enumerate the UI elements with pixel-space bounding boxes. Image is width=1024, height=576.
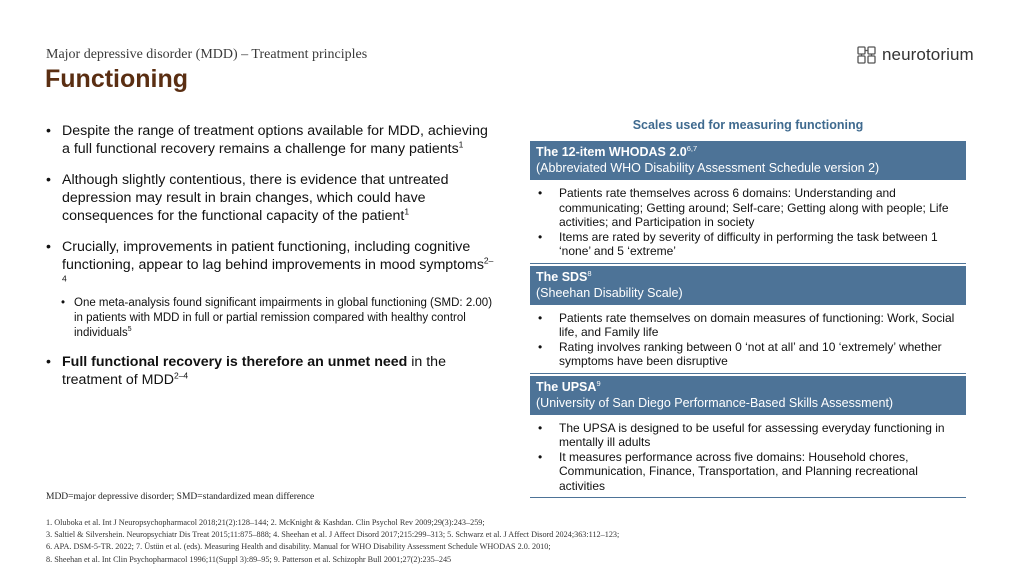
bullet-unmet-need: • Full functional recovery is therefore an unmet need in the treatment of MDD$^{2-4}$ (46, 353, 496, 389)
list-item: • Patients rate themselves on domain measures of functioning: Work, Social life, and Family life (536, 311, 960, 340)
abbreviations: MDD=major depressive disorder; SMD=standardized mean difference (46, 492, 315, 502)
scale-body-upsa (530, 415, 966, 499)
brain-grid-icon (856, 44, 878, 66)
scale-body-sds (530, 305, 966, 374)
scale-header-sds: The SDS$^8$ (Sheehan Disability Scale) (530, 266, 966, 305)
reference-line: 8. Sheehan et al. Int Clin Psychopharmacol 1996;11(Suppl 3):89–95; 9. Patterson et al. Schizophr Bull 2001;27(2):235–245 (46, 554, 452, 564)
scales-title: Scales used for measuring functioning (632, 118, 864, 132)
scale-body-whodas (530, 180, 966, 264)
scale-header-upsa: The UPSA$^9$ (University of San Diego Performance-Based Skills Assessment) (530, 376, 966, 415)
list-item: • The UPSA is designed to be useful for assessing everyday functioning in mentally ill adults (536, 421, 960, 450)
bullet-recovery-challenge: • Despite the range of treatment options available for MDD, achieving a full functional recovery remains a challenge for many patients$^1$ (46, 122, 496, 158)
reference-line: 3. Saltiel & Silvershein. Neuropsychiatr Dis Treat 2015;11:875–888; 4. Sheehan et al. J Affect Disord 2017;215:299–313; 5. Schwarz et al. J Affect Disord 2024;363:112–123; (46, 530, 620, 540)
scale-header-whodas: The 12-item WHODAS 2.0$^{6,7}$ (Abbreviated WHO Disability Assessment Schedule version 2) (530, 141, 966, 180)
slide-title: Functioning (45, 65, 189, 93)
sub-bullet-meta-analysis: • One meta-analysis found significant impairments in global functioning (SMD: 2.00) in patients with MDD in full or partial remission compared with healthy control individuals$^5$ (46, 296, 496, 341)
bullet-functioning-lag: • Crucially, improvements in patient functioning, including cognitive functioning, appear to lag behind improvements in mood symptoms$^{2-4}$ (46, 238, 496, 292)
neurotorium-logo[interactable] (856, 44, 974, 66)
list-item: • Rating involves ranking between 0 ‘not at all’ and 10 ‘extremely’ whether symptoms have been disruptive (536, 340, 960, 369)
list-item: • It measures performance across five domains: Household chores, Communication, Finance, Transportation, and Planning recreational activities (536, 450, 960, 494)
key-points (46, 122, 496, 402)
logo-text: neurotorium (882, 45, 974, 64)
reference-line: 1. Oluboka et al. Int J Neuropsychopharmacol 2018;21(2):128–144; 2. McKnight & Kashdan. Clin Psychol Rev 2009;29(3):243–259; (46, 518, 485, 527)
list-item: • Patients rate themselves across 6 domains: Understanding and communicating; Getting around; Self-care; Getting along with people; Life activities; and Participation in society (536, 186, 960, 230)
list-item: • Items are rated by severity of difficulty in performing the task between 1 ‘none’ and 5 ‘extreme’ (536, 230, 960, 259)
slide-subtitle: Major depressive disorder (MDD) – Treatment principles (46, 47, 368, 62)
reference-line: 6. APA. DSM-5-TR. 2022; 7. Üstün et al. (eds). Measuring Health and disability. Manual for WHO Disability Assessment Schedule WHODAS 2.0. 2010; (46, 542, 551, 552)
references (46, 517, 619, 566)
bullet-brain-changes: • Although slightly contentious, there is evidence that untreated depression may result in brain changes, which could have consequences for the functional capacity of the patient$^1$ (46, 171, 496, 225)
scales-panel (530, 118, 966, 500)
